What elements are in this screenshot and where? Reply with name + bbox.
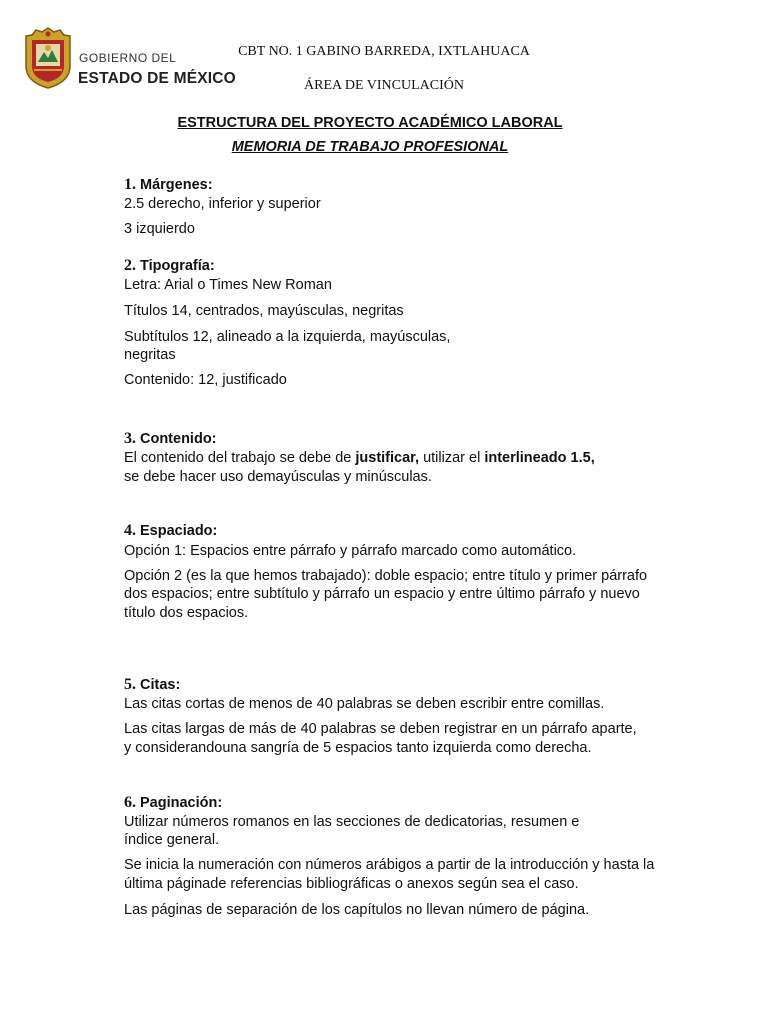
document-title: ESTRUCTURA DEL PROYECTO ACADÉMICO LABORAL bbox=[177, 115, 563, 131]
paragraph: Opción 1: Espacios entre párrafo y párrafo marcado como automático. bbox=[124, 543, 577, 559]
paragraph: Utilizar números romanos en las secciones de dedicatorias, resumen e bbox=[124, 814, 580, 830]
paragraph: índice general. bbox=[124, 832, 220, 848]
section-heading-contenido: 3. Contenido: bbox=[124, 430, 217, 447]
paragraph: dos espacios; entre subtítulo y párrafo un espacio y entre último párrafo y nuevo bbox=[124, 586, 640, 602]
paragraph: Se inicia la numeración con números arábigos a partir de la introducción y hasta la bbox=[124, 857, 655, 873]
paragraph: Contenido: 12, justificado bbox=[124, 372, 287, 388]
section-heading-margenes: 1. Márgenes: bbox=[124, 176, 213, 193]
paragraph: Las páginas de separación de los capítulos no llevan número de página. bbox=[124, 902, 590, 918]
section-heading-paginacion: 6. Paginación: bbox=[124, 794, 223, 811]
paragraph: Las citas largas de más de 40 palabras se deben registrar en un párrafo aparte, bbox=[124, 721, 637, 737]
area-header: ÁREA DE VINCULACIÓN bbox=[304, 78, 464, 93]
paragraph: Las citas cortas de menos de 40 palabras se deben escribir entre comillas. bbox=[124, 696, 605, 712]
paragraph: 2.5 derecho, inferior y superior bbox=[124, 196, 321, 212]
paragraph: Títulos 14, centrados, mayúsculas, negritas bbox=[124, 303, 404, 319]
paragraph: última páginade referencias bibliográficas o anexos según sea el caso. bbox=[124, 876, 579, 892]
paragraph: negritas bbox=[124, 347, 176, 363]
paragraph: Subtítulos 12, alineado a la izquierda, mayúsculas, bbox=[124, 329, 451, 345]
paragraph: El contenido del trabajo se debe de justificar, utilizar el interlineado 1.5, bbox=[124, 450, 595, 466]
paragraph: se debe hacer uso demayúsculas y minúsculas. bbox=[124, 469, 432, 485]
section-heading-tipografia: 2. Tipografía: bbox=[124, 257, 215, 274]
paragraph: y considerandouna sangría de 5 espacios tanto izquierda como derecha. bbox=[124, 740, 592, 756]
paragraph: 3 izquierdo bbox=[124, 221, 195, 237]
logo-text-line1: GOBIERNO DEL bbox=[79, 51, 177, 65]
section-heading-citas: 5. Citas: bbox=[124, 676, 181, 693]
paragraph: Letra: Arial o Times New Roman bbox=[124, 277, 332, 293]
paragraph: Opción 2 (es la que hemos trabajado): doble espacio; entre título y primer párrafo bbox=[124, 568, 648, 584]
school-header: CBT NO. 1 GABINO BARREDA, IXTLAHUACA bbox=[238, 44, 530, 59]
document-subtitle: MEMORIA DE TRABAJO PROFESIONAL bbox=[231, 139, 509, 155]
paragraph: título dos espacios. bbox=[124, 605, 249, 621]
section-heading-espaciado: 4. Espaciado: bbox=[124, 522, 218, 539]
logo-text-line2: ESTADO DE MÉXICO bbox=[78, 70, 236, 87]
